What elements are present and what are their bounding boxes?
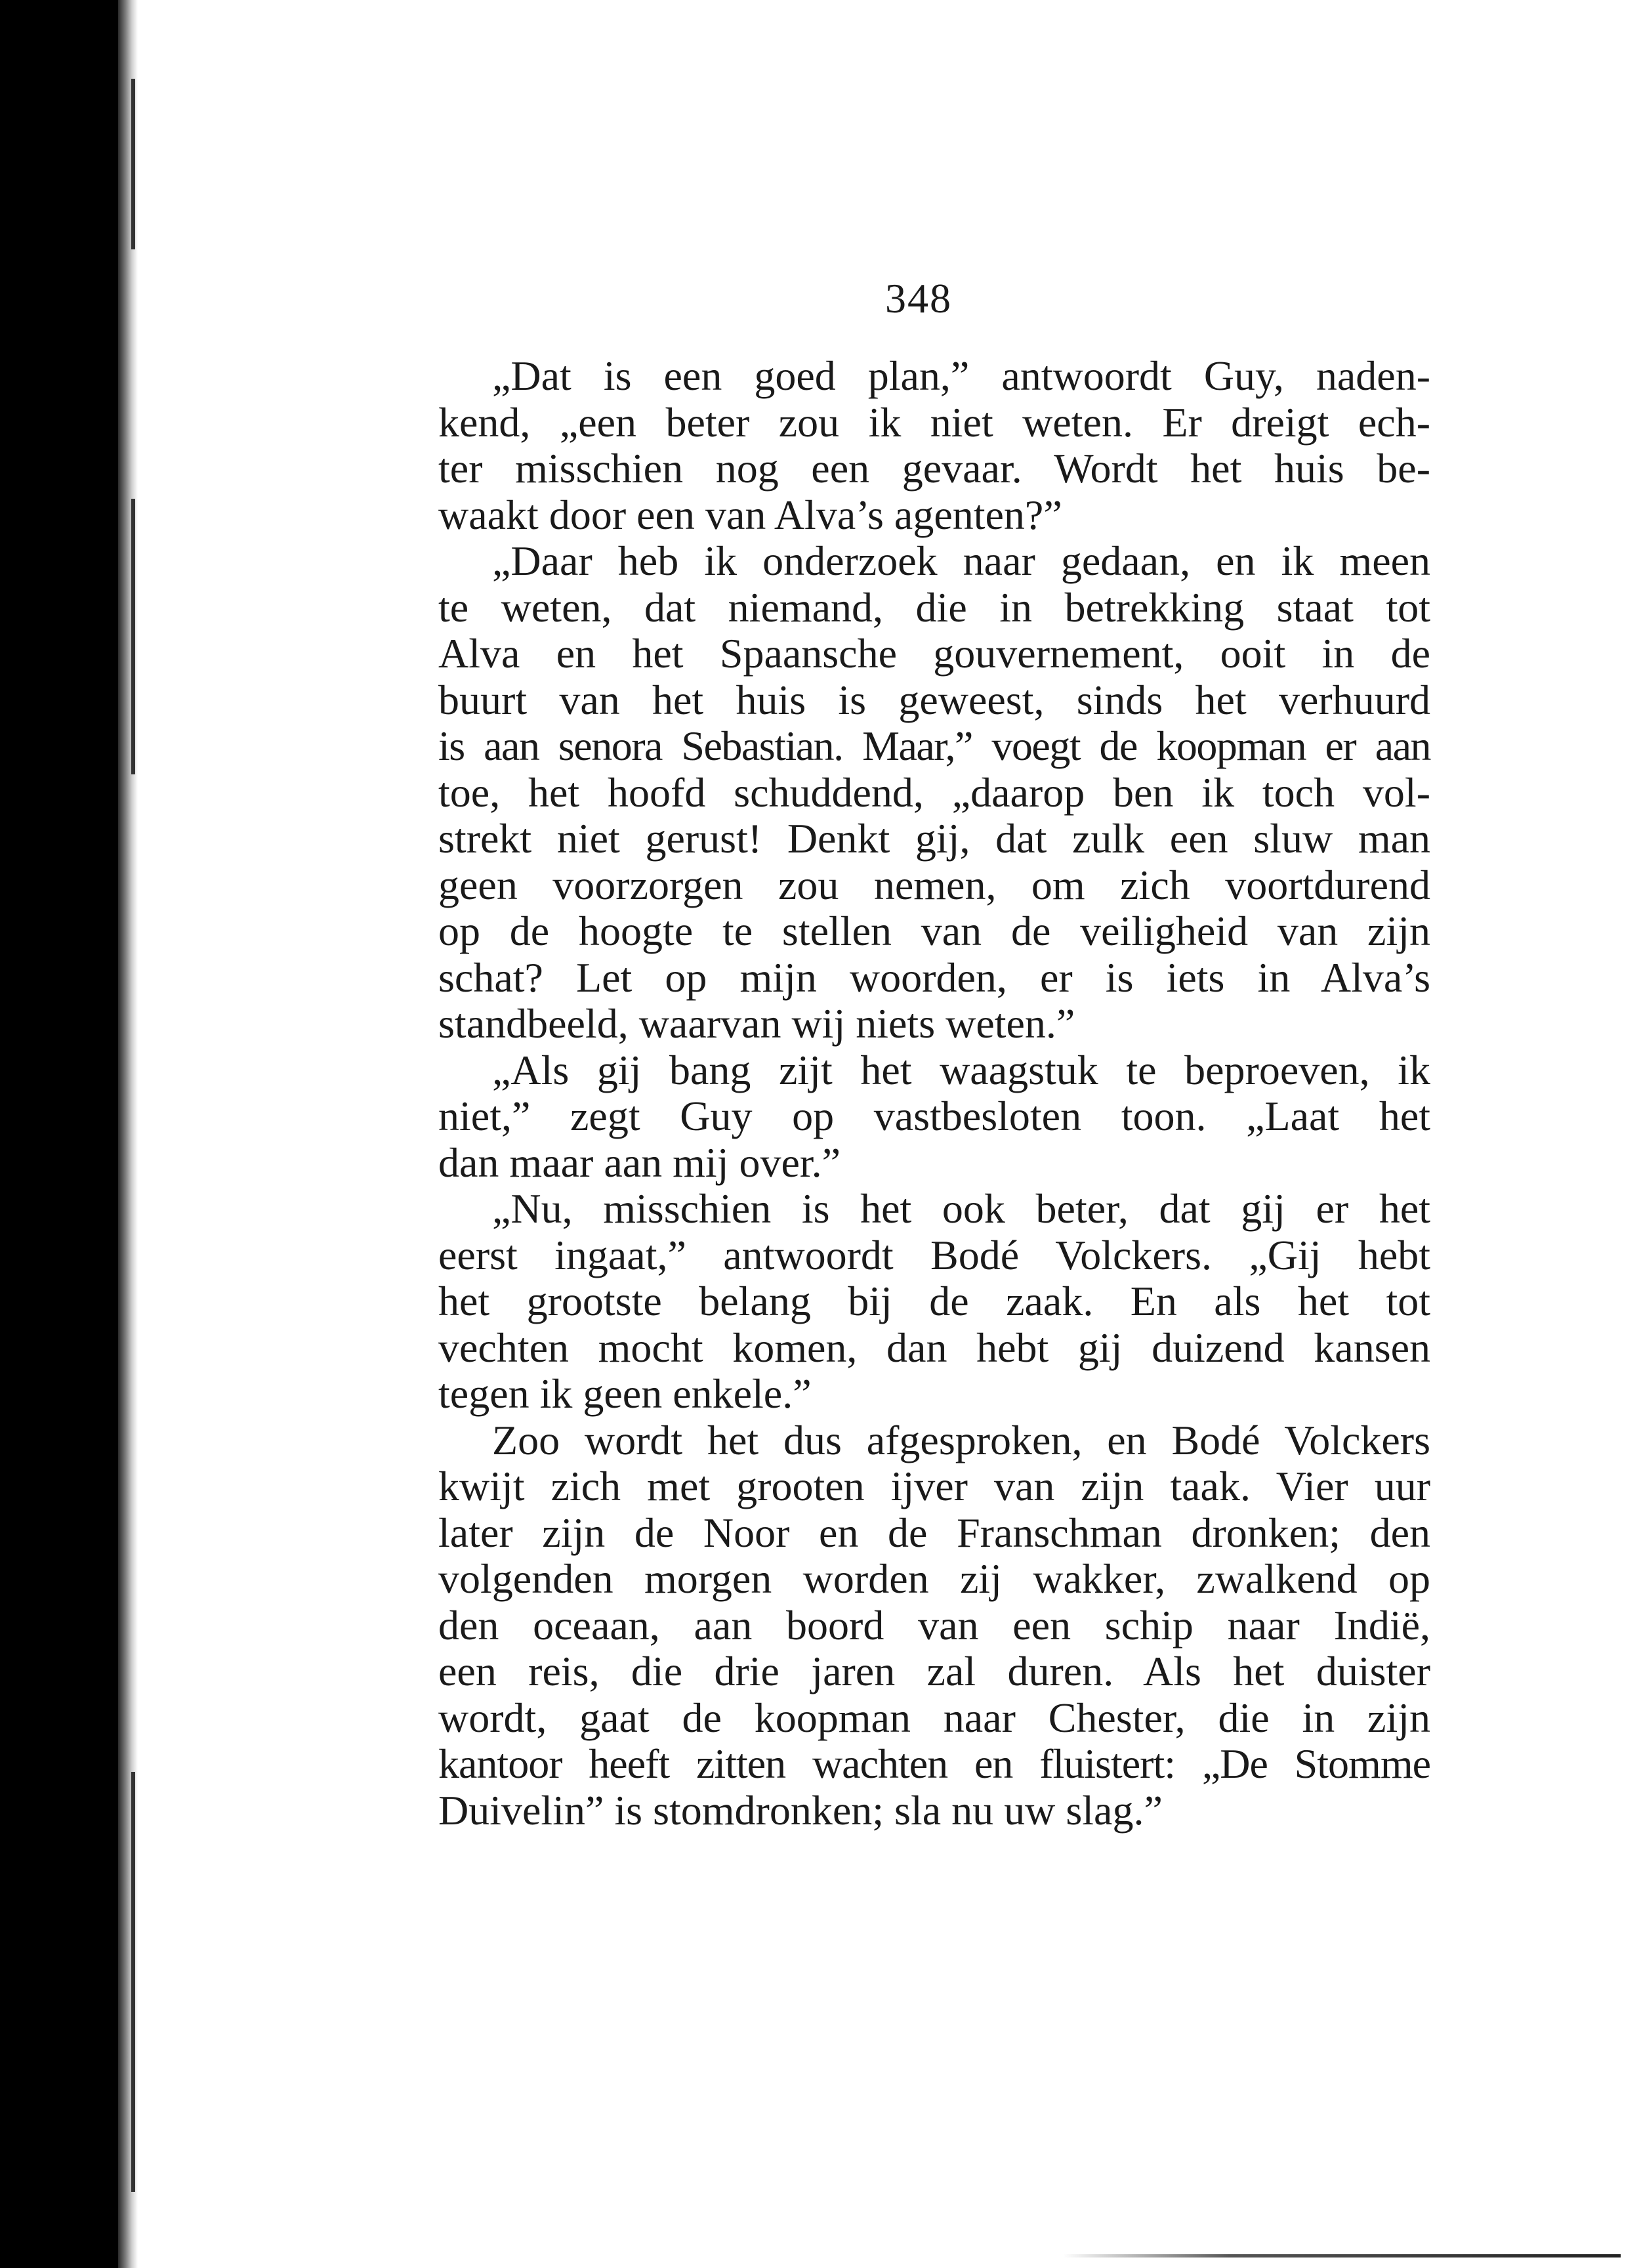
text-line: geen voorzorgen zou nemen, om zich voortdurend [438,861,1430,908]
text-line: schat? Let op mijn woorden, er is iets in Alva’s [438,954,1430,1001]
text-line: niet,” zegt Guy op vastbesloten toon. „Laat het [438,1093,1430,1139]
text-line: toe, het hoofd schuddend, „daarop ben ik toch vol- [438,768,1430,816]
text-line: het grootste belang bij de zaak. En als het tot [438,1278,1430,1324]
page-number: 348 [885,275,952,322]
text-line: Duivelin” is stomdronken; sla nu uw slag.” [438,1786,1163,1834]
text-line: ter misschien nog een gevaar. Wordt het huis be- [438,445,1430,492]
text-line: is aan senora Sebastian. Maar,” voegt de koopman er aan [438,723,1430,769]
text-line: „Als gij bang zijt het waagstuk te beproeven, ik [492,1046,1430,1093]
text-line: dan maar aan mij over.” [438,1139,841,1186]
text-line: den oceaan, aan boord van een schip naar Indië, [438,1601,1430,1648]
binding-mark [131,79,135,249]
page-bottom-edge [1063,2254,1621,2258]
text-line: later zijn de Noor en de Franschman dronken; den [438,1509,1430,1556]
text-line: kantoor heeft zitten wachten en fluistert: „De Stomme [438,1740,1430,1787]
text-line: vechten mocht komen, dan hebt gij duizend kansen [438,1324,1430,1371]
text-line: „Daar heb ik onderzoek naar gedaan, en ik meen [492,537,1430,584]
text-line: te weten, dat niemand, die in betrekking staat tot [438,583,1430,631]
text-line: „Dat is een goed plan,” antwoordt Guy, naden- [492,352,1430,399]
binding-shadow [0,0,118,2268]
text-line: wordt, gaat de koopman naar Chester, die in zijn [438,1694,1430,1741]
text-line: een reis, die drie jaren zal duren. Als het duister [438,1648,1430,1694]
text-line: kend, „een beter zou ik niet weten. Er dreigt ech- [438,398,1430,446]
text-line: tegen ik geen enkele.” [438,1370,812,1417]
text-line: op de hoogte te stellen van de veiligheid van zijn [438,908,1430,954]
binding-mark [131,499,135,774]
text-line: volgenden morgen worden zij wakker, zwalkend op [438,1555,1430,1602]
text-line: standbeeld, waarvan wij niets weten.” [438,1000,1075,1047]
text-line: strekt niet gerust! Denkt gij, dat zulk een sluw man [438,815,1430,862]
binding-mark [131,1772,135,2192]
text-line: eerst ingaat,” antwoordt Bodé Volckers. „Gij hebt [438,1231,1430,1278]
text-line: kwijt zich met grooten ijver van zijn taak. Vier uur [438,1463,1430,1509]
text-line: Alva en het Spaansche gouvernement, ooit in de [438,630,1430,677]
text-line: buurt van het huis is geweest, sinds het verhuurd [438,676,1430,723]
body-text [438,353,1430,1834]
text-line: waakt door een van Alva’s agenten?” [438,491,1062,538]
text-line: Zoo wordt het dus afgesproken, en Bodé Volckers [492,1416,1430,1463]
text-line: „Nu, misschien is het ook beter, dat gij er het [492,1185,1430,1232]
